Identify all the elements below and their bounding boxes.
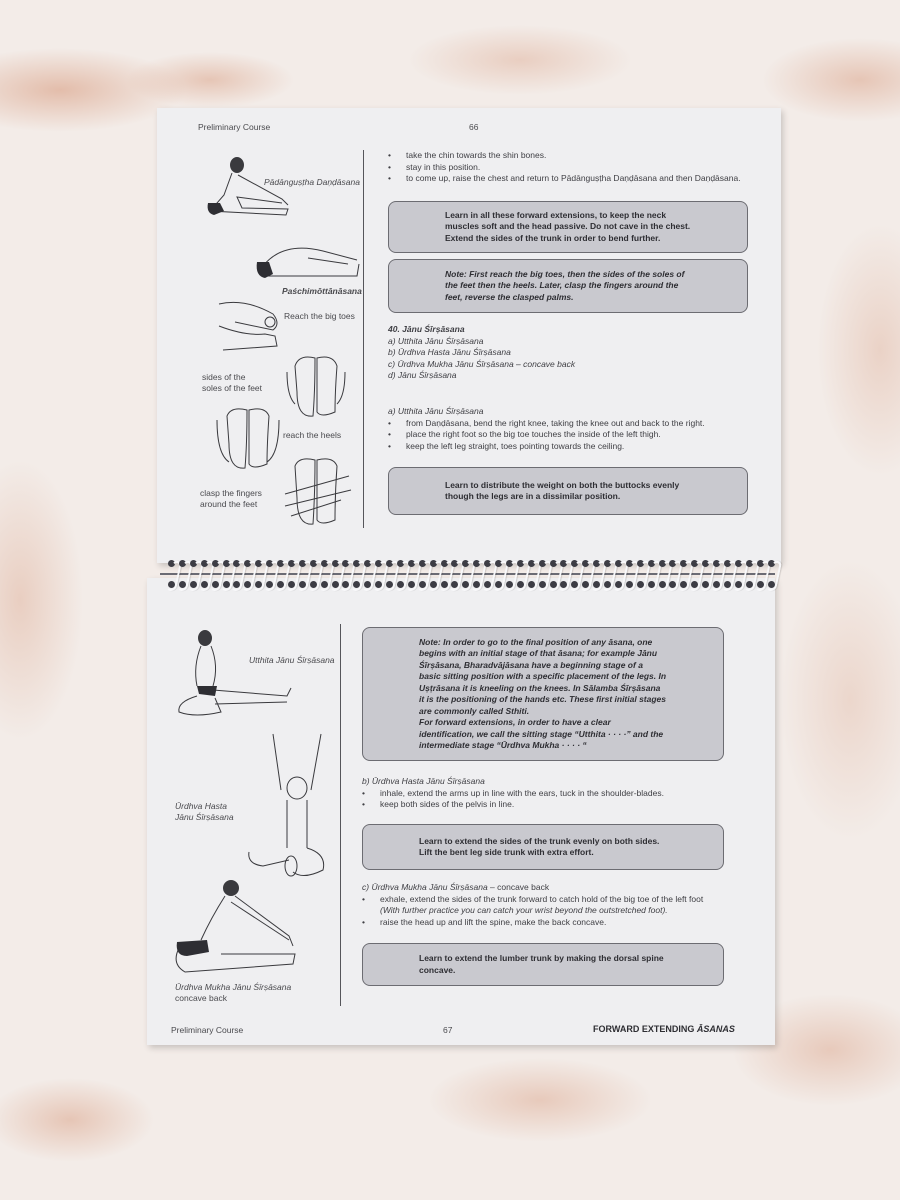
instruction-box-buttocks: Learn to distribute the weight on both the buttocks evenly though the legs are in a dissimilar position. <box>388 467 748 515</box>
subsection-c <box>362 882 742 928</box>
subsection-c-title: c) Ūrdhva Mukha Jānu Śīrṣāsana – concave back <box>362 882 550 892</box>
caption-clasp-line2: around the feet <box>200 499 258 509</box>
padangustha-dandasana-illustration <box>202 153 292 223</box>
spiral-coil <box>766 556 778 592</box>
caption-urdhva-hasta-line1: Ūrdhva Hasta <box>175 801 227 811</box>
footer-course-title: Preliminary Course <box>171 1025 244 1035</box>
page-number: 67 <box>443 1025 453 1035</box>
page-66 <box>157 108 781 563</box>
subsection-a-title: a) Utthita Jānu Śīrṣāsana <box>388 406 484 416</box>
instruction-box-trunk-sides: Learn to extend the sides of the trunk evenly on both sides. Lift the bent leg side trunk with extra effort. <box>362 824 724 870</box>
bullet-item: • place the right foot so the big toe touches the inside of the left thigh. <box>388 429 661 439</box>
utthita-janu-sirsasana-illustration <box>175 626 295 721</box>
bullet-item: • stay in this position. <box>388 161 481 172</box>
bullet-item: • to come up, raise the chest and return to Pādānguṣṭha Daṇḍāsana and then Daṇḍāsana. <box>388 173 741 183</box>
section-item: c) Ūrdhva Mukha Jānu Śīrṣāsana – concave back <box>388 358 576 369</box>
intro-bullet-list <box>388 150 768 185</box>
note-box-initial-stage: Note: In order to go to the final position of any āsana, one begins with an initial stage of that āsana; for example Jānu Śīrṣāsana, Bharadvājāsana have a beginning stage of a basic sitting position with a specific placement of the legs. In Uṣṭrāsana it is kneeling on the knees. In Sālamba Śīrṣāsana it is the positioning of the hands etc. These first initial stages are commonly called Sthiti. For forward extensions, in order to have a clear identification, we call the sitting stage “Utthita · · · ·” and the intermediate stage “Ūrdhva Mukha · · · · “ <box>362 627 724 761</box>
header-course-title: Preliminary Course <box>198 122 271 132</box>
subsection-b <box>362 776 742 811</box>
caption-paschimottanasana: Paśchimōttānāsana <box>282 286 362 296</box>
section-title: 40. Jānu Śīrṣāsana <box>388 324 465 334</box>
column-divider <box>363 150 364 528</box>
clasp-fingers-illustration <box>281 454 353 530</box>
column-divider <box>340 624 341 1006</box>
subsection-a <box>388 406 768 452</box>
caption-urdhva-mukha-line1: Ūrdhva Mukha Jānu Śīrṣāsana <box>175 982 292 992</box>
page-67 <box>147 578 775 1045</box>
caption-urdhva-mukha-line2: concave back <box>175 993 227 1003</box>
bullet-item: • keep both sides of the pelvis in line. <box>362 799 515 809</box>
page-number: 66 <box>469 122 479 132</box>
caption-sides-soles-line1: sides of the <box>202 372 246 382</box>
section-item: a) Utthita Jānu Śīrṣāsana <box>388 335 484 346</box>
bullet-item: • exhale, extend the sides of the trunk forward to catch hold of the big toe of the left foot (With further practice you can catch your wrist beyond the outstretched foot). <box>362 893 704 915</box>
bullet-item: • raise the head up and lift the spine, make the back concave. <box>362 916 607 927</box>
section-40-list <box>388 324 768 382</box>
bullet-item: • keep the left leg straight, toes pointing towards the ceiling. <box>388 440 625 451</box>
reach-big-toes-illustration <box>215 296 285 354</box>
soles-of-feet-illustration <box>285 352 347 422</box>
caption-sides-soles-line2: soles of the feet <box>202 383 263 393</box>
bullet-item: • from Daṇḍāsana, bend the right knee, taking the knee out and back to the right. <box>388 417 705 428</box>
bullet-item: • inhale, extend the arms up in line with the ears, tuck in the shoulder-blades. <box>362 787 664 798</box>
caption-reach-heels: reach the heels <box>283 430 342 440</box>
reach-heels-illustration <box>215 404 281 474</box>
bullet-item: • take the chin towards the shin bones. <box>388 150 547 160</box>
footer-chapter-title: FORWARD EXTENDING ĀSANAS <box>593 1024 735 1034</box>
caption-reach-big-toes: Reach the big toes <box>284 311 355 321</box>
caption-clasp-line1: clasp the fingers <box>200 488 262 498</box>
subsection-b-title: b) Ūrdhva Hasta Jānu Śīrṣāsana <box>362 776 485 786</box>
instruction-box-lumber-trunk: Learn to extend the lumber trunk by making the dorsal spine concave. <box>362 943 724 986</box>
instruction-box-neck: Learn in all these forward extensions, to keep the neck muscles soft and the head passive. Do not cave in the chest. Extend the sides of the trunk in order to bend further. <box>388 201 748 253</box>
caption-padangustha: Pādānguṣṭha Daṇḍāsana <box>264 177 360 187</box>
urdhva-hasta-janu-sirsasana-illustration <box>243 730 333 890</box>
urdhva-mukha-janu-sirsasana-illustration <box>171 878 301 978</box>
note-box-big-toes: Note: First reach the big toes, then the sides of the soles of the feet then the heels. Later, clasp the fingers around the feet, reverse the clasped palms. <box>388 259 748 313</box>
section-item: d) Jānu Śīrṣāsana <box>388 370 457 380</box>
spiral-binding <box>160 556 775 592</box>
caption-urdhva-hasta-line2: Jānu Śīrṣāsana <box>175 812 234 822</box>
caption-utthita: Utthita Jānu Śīrṣāsana <box>249 655 335 665</box>
paschimottanasana-illustration <box>253 236 363 281</box>
section-item: b) Ūrdhva Hasta Jānu Śīrṣāsana <box>388 347 511 357</box>
